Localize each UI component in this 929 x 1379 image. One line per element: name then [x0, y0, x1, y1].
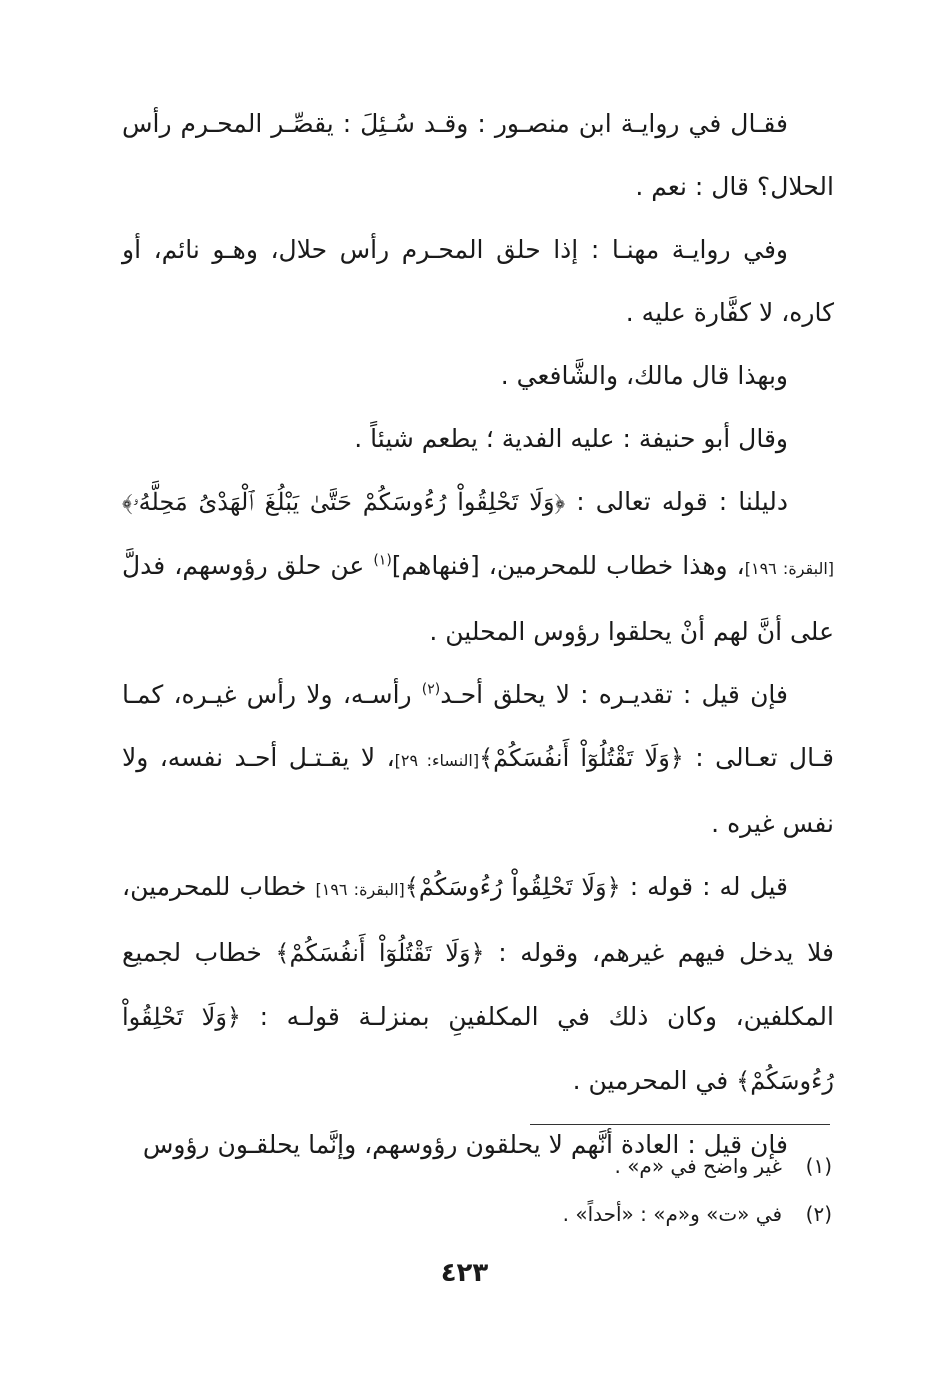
- paragraph-5: [122, 470, 834, 663]
- paragraph-text: دليلنا : قوله تعالى :: [565, 487, 789, 516]
- quran-verse: ﴿وَلَا تَقْتُلُوٓاْ أَنفُسَكُمْ﴾: [479, 744, 684, 772]
- paragraph-6: [122, 663, 834, 855]
- main-text: [122, 92, 834, 1176]
- footnote-marker[interactable]: (٢): [421, 681, 441, 698]
- paragraph-text: خطاب للمحرمين، فلا يدخل فيهم غيرهم، وقوله :: [122, 872, 834, 967]
- paragraph-3: [122, 344, 834, 407]
- verse-reference: [النساء: ٢٩]: [394, 751, 480, 770]
- paragraph-1: [122, 92, 834, 218]
- footnote-1: [400, 1142, 832, 1190]
- paragraph-7: [122, 855, 834, 1113]
- footnote-number: (٢): [805, 1202, 832, 1226]
- paragraph-text: وبهذا قال مالك، والشَّافعي .: [500, 361, 788, 390]
- page-number: ٤٢٣: [440, 1258, 489, 1288]
- paragraph-text: فقـال في روايـة ابن منصـور : وقـد سُـئِلَ : يقصِّـر المحـرم رأس الحلال؟ قال : نعم .: [122, 109, 834, 201]
- paragraph-text: فإن قيل : تقديـره : لا يحلق أحـد: [440, 680, 789, 709]
- paragraph-text: ، وهذا خطاب للمحرمين، [فنهاهم]: [391, 551, 745, 580]
- paragraph-text: عن حلق رؤوسهم، فدلَّ على أنَّ لهم أنْ يحلقوا رؤوس المحلين .: [122, 551, 834, 646]
- quran-verse: ﴿وَلَا تَحْلِقُواْ رُءُوسَكُمْ﴾: [404, 873, 621, 901]
- quran-verse: ﴿وَلَا تَحْلِقُواْ رُءُوسَكُمْ حَتَّىٰ يَبْلُغَ ٱلْهَدْىُ مَحِلَّهُۥ﴾: [122, 488, 566, 516]
- footnote-2: [400, 1190, 832, 1238]
- footnote-text: غير واضح في «م» .: [614, 1154, 782, 1178]
- footnote-number: (١): [805, 1154, 832, 1178]
- paragraph-text: فإن قيل : العادة أنَّهم لا يحلقون رؤوسهم، وإنَّما يحلقـون رؤوس: [142, 1130, 788, 1159]
- verse-reference: [البقرة: ١٩٦]: [315, 880, 405, 899]
- paragraph-text: رأسـه، ولا رأس غيـره، كمـا قـال تعـالى :: [122, 680, 834, 772]
- paragraph-4: [122, 407, 834, 470]
- footnote-marker[interactable]: (١): [373, 552, 392, 569]
- quran-verse: ﴿وَلَا تَقْتُلُوٓاْ أَنفُسَكُمْ﴾: [275, 939, 485, 967]
- paragraph-text: خطاب لجميع المكلفين، وكان ذلك في المكلفينِ بمنزلـة قولـه :: [122, 938, 834, 1031]
- quran-verse: ﴿وَلَا تَحْلِقُواْ رُءُوسَكُمْ﴾: [122, 1003, 834, 1095]
- footnote-divider: [530, 1124, 830, 1125]
- footnotes: [400, 1142, 832, 1238]
- paragraph-text: في المحرمين .: [572, 1066, 737, 1095]
- paragraph-text: وقال أبو حنيفة : عليه الفدية ؛ يطعم شيئاً .: [354, 424, 788, 453]
- paragraph-text: وفي روايـة مهنـا : إذا حلق المحـرم رأس حلال، وهـو نائم، أو كاره، لا كفَّارة عليه .: [122, 235, 834, 327]
- paragraph-text: قيل له : قوله :: [620, 872, 788, 901]
- paragraph-2: [122, 218, 834, 344]
- verse-reference: [البقرة: ١٩٦]: [744, 559, 835, 578]
- paragraph-text: ، لا يقـتـل أحـد نفسه، ولا نفس غيره .: [122, 743, 834, 838]
- footnote-text: في «ت» و«م» : «أحداً» .: [562, 1202, 782, 1226]
